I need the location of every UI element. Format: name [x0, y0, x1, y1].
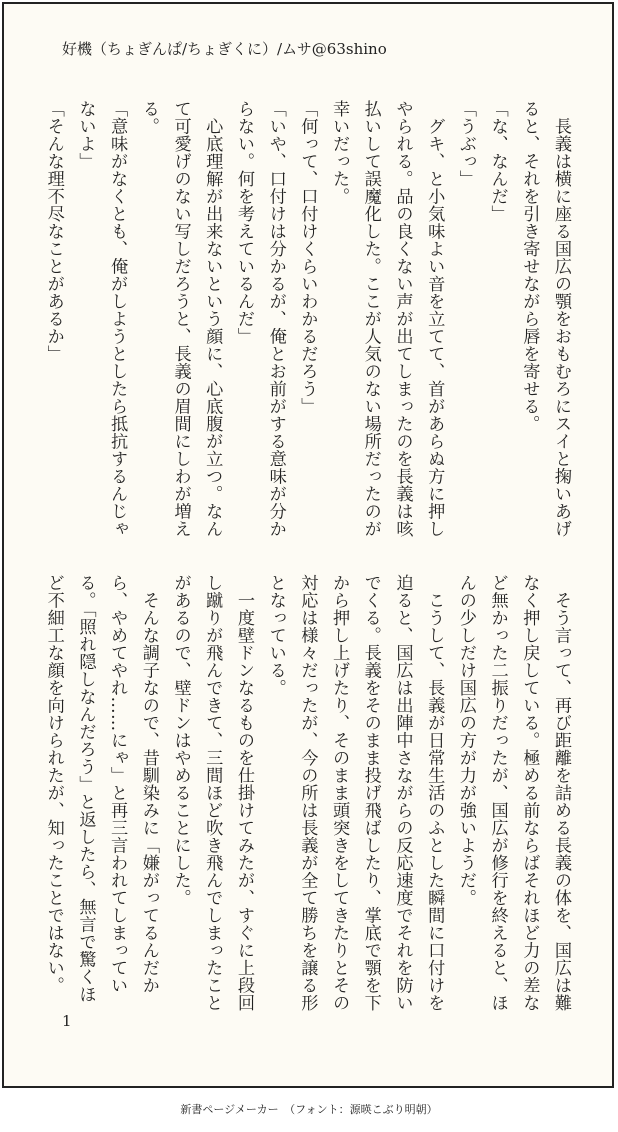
paragraph: グキ、と小気味よい音を立てて、首があらぬ方に押しやられる。品の良くない声が出てしまったのを長義は咳払いして誤魔化した。ここが人気のない場所だったのが幸いだった。 — [329, 100, 445, 538]
paragraph: 「何って、口付けくらいわかるだろう」 — [297, 100, 318, 415]
page-number: 1 — [62, 1012, 72, 1030]
paragraph: 心底理解が出来ないという顔に、心底腹が立つ。なんて可愛げのない写しだろうと、長義の眉間にしわが増える。 — [138, 100, 223, 538]
paragraph: 一度壁ドンなるものを仕掛けてみたが、すぐに上段回し蹴りが飛んできて、三間ほど吹き飛んでしまったことがあるので、壁ドンはやめることにした。 — [170, 574, 254, 1012]
text-block-top — [43, 100, 576, 540]
paragraph: 「いや、口付けは分かるが、俺とお前がする意味が分からない。何を考えているんだ」 — [233, 100, 286, 538]
manuscript-page — [2, 2, 614, 1088]
paragraph: 「意味がなくとも、俺がしようとしたら抵抗するんじゃないよ」 — [75, 100, 128, 538]
paragraph: 長義は横に座る国広の顎をおもむろにスイと掬いあげると、それを引き寄せながら唇を寄せる。 — [519, 100, 571, 538]
paragraph: そんな調子なので、昔馴染みに「嫌がってるんだから、やめてやれ……にゃ」と再三言われてしまっている。「照れ隠しなんだろう」と返したら、無言で驚くほど不細工な顔を向けられたが、知ったことではない。 — [43, 574, 159, 1003]
paragraph: そう言って、再び距離を詰める長義の体を、国広は難なく押し戻している。極める前ならばそれほど力の差など無かった二振りだったが、国広が修行を終えると、ほんの少しだけ国広の方が力が強いようだ。 — [455, 574, 571, 1012]
paragraph: こうして、長義が日常生活のふとした瞬間に口付けを迫ると、国広は出陣中さながらの反応速度でそれを防いでくる。長義をそのまま投げ飛ばしたり、掌底で顎を下から押し上げたり、そのまま頭突きをしてきたりとその対応は様々だったが、今の所は長義が全て勝ちを譲る形となっている。 — [265, 574, 445, 1012]
paragraph: 「そんな理不尽なことがあるか」 — [43, 100, 64, 363]
paragraph: 「な、なんだ」 — [487, 100, 508, 223]
paragraph: 「うぶっ」 — [455, 100, 476, 188]
page-header: 好機（ちょぎんぱ/ちょぎくに）/ムサ@63shino — [62, 40, 387, 58]
text-block-bottom — [43, 574, 576, 1014]
footer-credit: 新書ページメーカー （フォント：源暎こぶり明朝） — [180, 1103, 438, 1116]
